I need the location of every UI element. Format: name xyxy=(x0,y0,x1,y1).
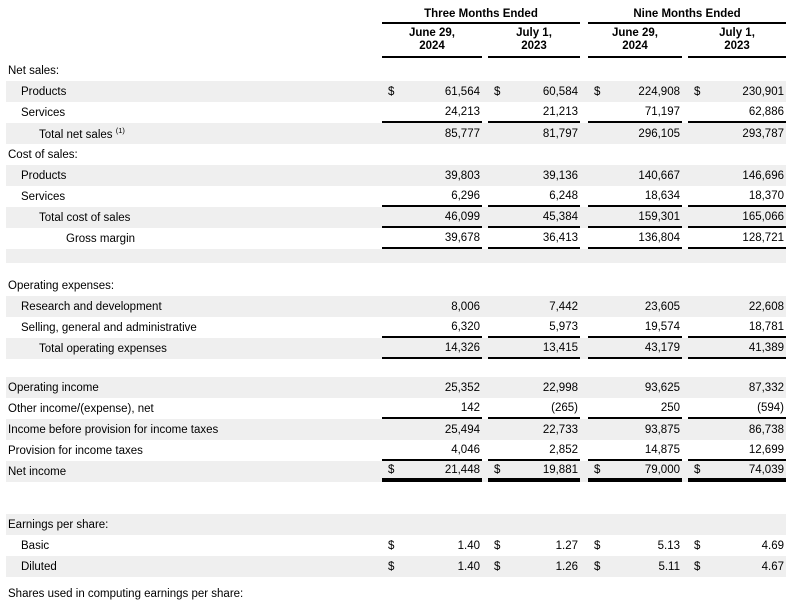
dollar-sign: $ xyxy=(594,539,601,552)
period-title-row xyxy=(6,8,786,24)
value-cell: 18,370 xyxy=(688,186,786,207)
value-cell: $ 61,564 xyxy=(388,85,480,98)
row-label: Net income xyxy=(8,465,67,478)
row-label: Shares used in computing earnings per share: xyxy=(8,587,244,600)
spacer-row xyxy=(6,359,786,377)
value-cell: 87,332 xyxy=(748,381,784,394)
value-cell: 85,777 xyxy=(444,127,480,140)
table-row xyxy=(6,296,786,317)
value-cell: 23,605 xyxy=(644,300,680,313)
value-cell: 140,667 xyxy=(638,169,680,182)
table-row xyxy=(6,419,786,440)
table-row xyxy=(6,398,786,419)
value-cell: 2,852 xyxy=(488,440,580,461)
section-row xyxy=(6,275,786,296)
spacer-row xyxy=(6,249,786,263)
table-row xyxy=(6,186,786,207)
value-cell: 8,006 xyxy=(451,300,480,313)
row-label: Operating income xyxy=(8,381,99,394)
date-column: July 1, 2023 xyxy=(488,27,580,58)
table-row xyxy=(6,377,786,398)
section-row xyxy=(6,514,786,535)
value-cell: 12,699 xyxy=(688,440,786,461)
value-cell: 18,634 xyxy=(588,186,682,207)
value-cell: 81,797 xyxy=(542,127,578,140)
row-label: Selling, general and administrative xyxy=(21,321,197,334)
table-row xyxy=(6,440,786,461)
row-label: Total cost of sales xyxy=(39,211,131,224)
row-label: Diluted xyxy=(21,560,57,573)
value-cell: 25,494 xyxy=(444,423,480,436)
date-column: June 29, 2024 xyxy=(588,27,682,58)
value-cell: 22,608 xyxy=(748,300,784,313)
dollar-sign: $ xyxy=(388,560,395,573)
value-cell: 14,326 xyxy=(382,338,482,359)
row-label: Services xyxy=(21,106,66,119)
value-cell: 39,803 xyxy=(444,169,480,182)
row-label: Provision for income taxes xyxy=(8,444,143,457)
value-cell: $ 5.11 xyxy=(594,560,680,573)
row-label: Total net sales $^{(1)}$ xyxy=(39,126,125,141)
dollar-sign: $ xyxy=(388,85,395,98)
row-label: Income before provision for income taxes xyxy=(8,423,219,436)
value-cell: 93,875 xyxy=(644,423,680,436)
value-cell: 293,787 xyxy=(742,127,784,140)
dollar-sign: $ xyxy=(494,463,501,476)
dollar-sign: $ xyxy=(388,463,395,476)
value-cell: 22,998 xyxy=(542,381,578,394)
value-cell: 46,099 xyxy=(382,207,482,228)
value-cell: $ 1.27 xyxy=(494,539,578,552)
table-row xyxy=(6,556,786,577)
table-row xyxy=(6,535,786,556)
value-cell: 250 xyxy=(588,398,682,419)
period-title: Nine Months Ended xyxy=(633,8,741,20)
dollar-sign: $ xyxy=(494,85,501,98)
row-label: Services xyxy=(21,190,66,203)
table-body xyxy=(6,60,786,604)
row-label: Other income/(expense), net xyxy=(8,402,154,415)
dollar-sign: $ xyxy=(694,85,701,98)
value-cell: (265) xyxy=(488,398,580,419)
period-group-nine-months xyxy=(588,8,786,24)
period-group-three-months xyxy=(382,8,580,24)
period-title: Three Months Ended xyxy=(424,8,538,20)
dollar-sign: $ xyxy=(494,539,501,552)
value-cell: 43,179 xyxy=(588,338,682,359)
table-row xyxy=(6,461,786,482)
value-cell: 142 xyxy=(382,398,482,419)
value-cell: 146,696 xyxy=(742,169,784,182)
value-cell: 41,389 xyxy=(688,338,786,359)
value-cell: $ 1.40 xyxy=(388,539,480,552)
value-cell: $ 1.26 xyxy=(494,560,578,573)
value-cell: 159,301 xyxy=(588,207,682,228)
dollar-sign: $ xyxy=(388,539,395,552)
value-cell: 13,415 xyxy=(488,338,580,359)
table-row xyxy=(6,165,786,186)
value-cell: $ 4.67 xyxy=(694,560,784,573)
value-cell: 62,886 xyxy=(688,102,786,123)
row-label: Gross margin xyxy=(66,232,136,245)
dollar-sign: $ xyxy=(594,85,601,98)
value-cell: 22,733 xyxy=(542,423,578,436)
row-label: Net sales: xyxy=(8,64,60,77)
table-row xyxy=(6,81,786,102)
dollar-sign: $ xyxy=(694,463,701,476)
dollar-sign: $ xyxy=(594,560,601,573)
row-label: Research and development xyxy=(21,300,162,313)
value-cell: $ 224,908 xyxy=(594,85,680,98)
value-cell: $ 19,881 xyxy=(488,461,580,482)
value-cell: 93,625 xyxy=(644,381,680,394)
date-column: June 29, 2024 xyxy=(382,27,482,58)
value-cell: $ 4.69 xyxy=(694,539,784,552)
value-cell: 36,413 xyxy=(488,228,580,249)
value-cell: $ 74,039 xyxy=(688,461,786,482)
value-cell: 6,296 xyxy=(382,186,482,207)
value-cell: $ 21,448 xyxy=(382,461,482,482)
value-cell: $ 230,901 xyxy=(694,85,784,98)
value-cell: 5,973 xyxy=(488,317,580,338)
table-row xyxy=(6,102,786,123)
value-cell: 4,046 xyxy=(382,440,482,461)
dollar-sign: $ xyxy=(494,560,501,573)
value-cell: 21,213 xyxy=(488,102,580,123)
value-cell: 6,320 xyxy=(382,317,482,338)
value-cell: 19,574 xyxy=(588,317,682,338)
table-row xyxy=(6,207,786,228)
value-cell: 45,384 xyxy=(488,207,580,228)
value-cell: 18,781 xyxy=(688,317,786,338)
footnote-marker: (1) xyxy=(115,126,125,136)
row-label: Total operating expenses xyxy=(39,342,167,355)
value-cell: 39,678 xyxy=(382,228,482,249)
value-cell: 71,197 xyxy=(588,102,682,123)
value-cell: $ 60,584 xyxy=(494,85,578,98)
value-cell: 24,213 xyxy=(382,102,482,123)
date-header-row xyxy=(6,27,786,58)
date-column: July 1, 2023 xyxy=(688,27,786,58)
dollar-sign: $ xyxy=(694,560,701,573)
value-cell: 165,066 xyxy=(688,207,786,228)
value-cell: 296,105 xyxy=(638,127,680,140)
section-row xyxy=(6,144,786,165)
spacer-row xyxy=(6,482,786,514)
value-cell: $ 5.13 xyxy=(594,539,680,552)
row-label: Earnings per share: xyxy=(8,518,109,531)
spacer-row xyxy=(6,263,786,275)
table-row xyxy=(6,228,786,249)
dollar-sign: $ xyxy=(694,539,701,552)
row-label: Basic xyxy=(21,539,50,552)
value-cell: 14,875 xyxy=(588,440,682,461)
value-cell: $ 79,000 xyxy=(588,461,682,482)
value-cell: $ 1.40 xyxy=(388,560,480,573)
value-cell: 39,136 xyxy=(542,169,578,182)
value-cell: 86,738 xyxy=(748,423,784,436)
value-cell: 128,721 xyxy=(688,228,786,249)
row-label: Cost of sales: xyxy=(8,148,78,161)
section-row xyxy=(6,583,786,604)
row-label: Products xyxy=(21,85,67,98)
row-label: Operating expenses: xyxy=(8,279,115,292)
value-cell: (594) xyxy=(688,398,786,419)
table-row xyxy=(6,123,786,144)
value-cell: 136,804 xyxy=(588,228,682,249)
row-label: Products xyxy=(21,169,67,182)
table-row xyxy=(6,338,786,359)
section-row xyxy=(6,60,786,81)
value-cell: 6,248 xyxy=(488,186,580,207)
value-cell: 7,442 xyxy=(549,300,578,313)
dollar-sign: $ xyxy=(594,463,601,476)
table-row xyxy=(6,317,786,338)
value-cell: 25,352 xyxy=(444,381,480,394)
